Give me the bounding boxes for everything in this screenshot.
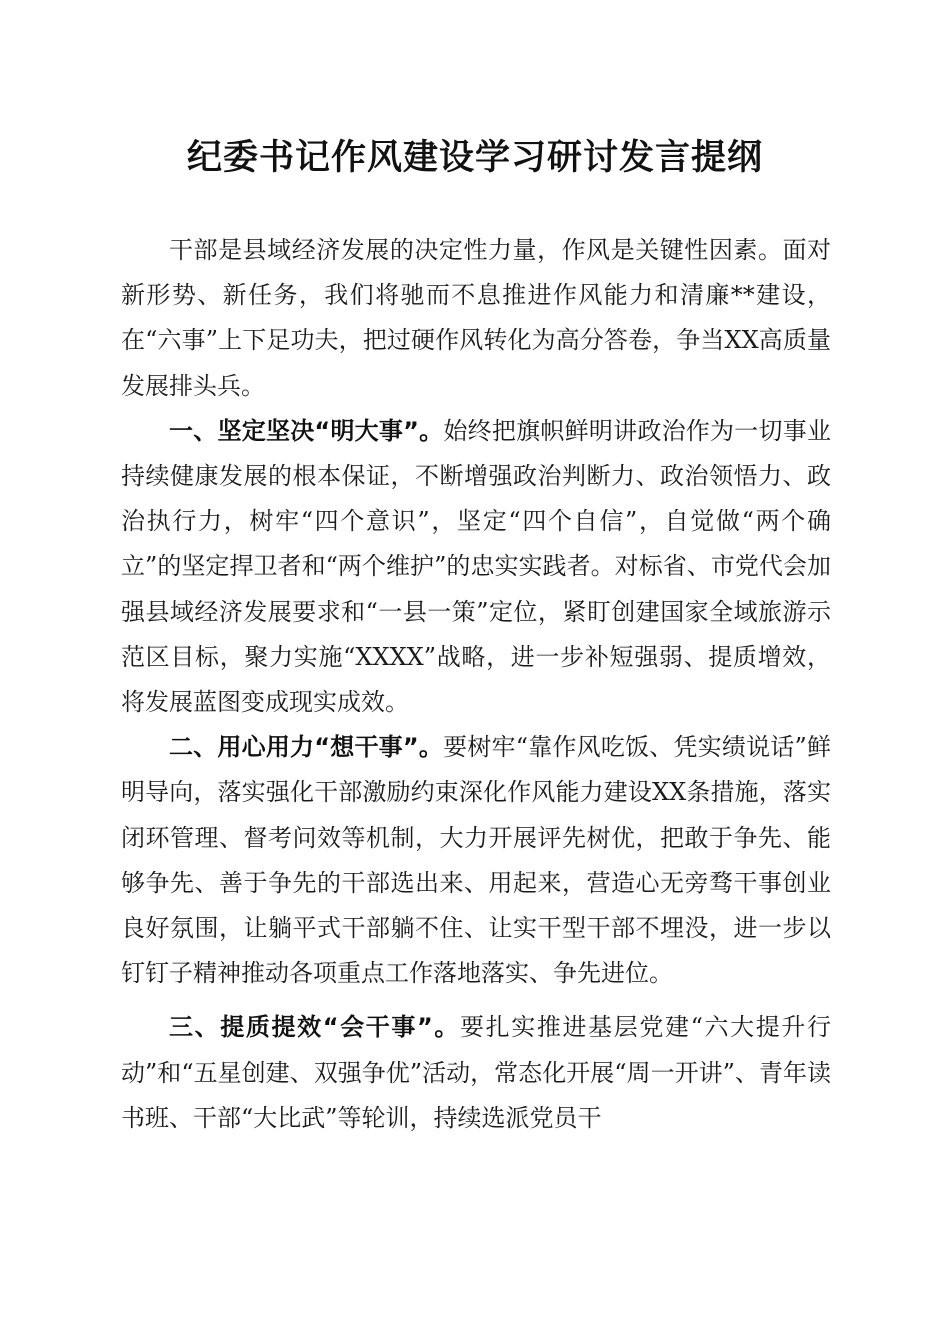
document-body	[121, 228, 831, 1141]
section-heading-3: 三、提质提效“会干事”。	[169, 1013, 461, 1042]
section-paragraph-3	[121, 1005, 831, 1141]
section-text-2: 要树牢“靠作风吃饭、凭实绩说话”鲜明导向，落实强化干部激励约束深化作风能力建设XX条措施，落实闭环管理、督考问效等机制，大力开展评先树优，把敢于争先、能够争先、善于争先的干部选出来、用起来，营造心无旁骛干事创业良好氛围，让躺平式干部躺不住、让实干型干部不埋没，进一步以钉钉子精神推动各项重点工作落地落实、争先进位。	[121, 733, 831, 988]
section-paragraph-2	[121, 725, 831, 996]
section-text-3: 要扎实推进基层党建“六大提升行动”和“五星创建、双强争优”活动，常态化开展“周一开讲”、青年读书班、干部“大比武”等轮训，持续选派党员干	[121, 1013, 831, 1132]
section-heading-1: 一、坚定坚决“明大事”。	[169, 416, 444, 445]
document-title: 纪委书记作风建设学习研讨发言提纲	[186, 137, 763, 178]
section-paragraph-1	[121, 409, 831, 725]
section-text-1: 始终把旗帜鲜明讲政治作为一切事业持续健康发展的根本保证，不断增强政治判断力、政治领悟力、政治执行力，树牢“四个意识”，坚定“四个自信”，自觉做“两个确立”的坚定捍卫者和“两个维护”的忠实实践者。对标省、市党代会加强县域经济发展要求和“一县一策”定位，紧盯创建国家全域旅游示范区目标，聚力实施“XXXX”战略，进一步补短强弱、提质增效，将发展蓝图变成现实成效。	[121, 416, 832, 717]
section-heading-2: 二、用心用力“想干事”。	[169, 733, 444, 762]
intro-paragraph: 干部是县域经济发展的决定性力量，作风是关键性因素。面对新形势、新任务，我们将驰而不息推进作风能力和清廉**建设，在“六事”上下足功夫，把过硬作风转化为高分答卷，争当XX高质量发展排头兵。	[121, 236, 831, 400]
